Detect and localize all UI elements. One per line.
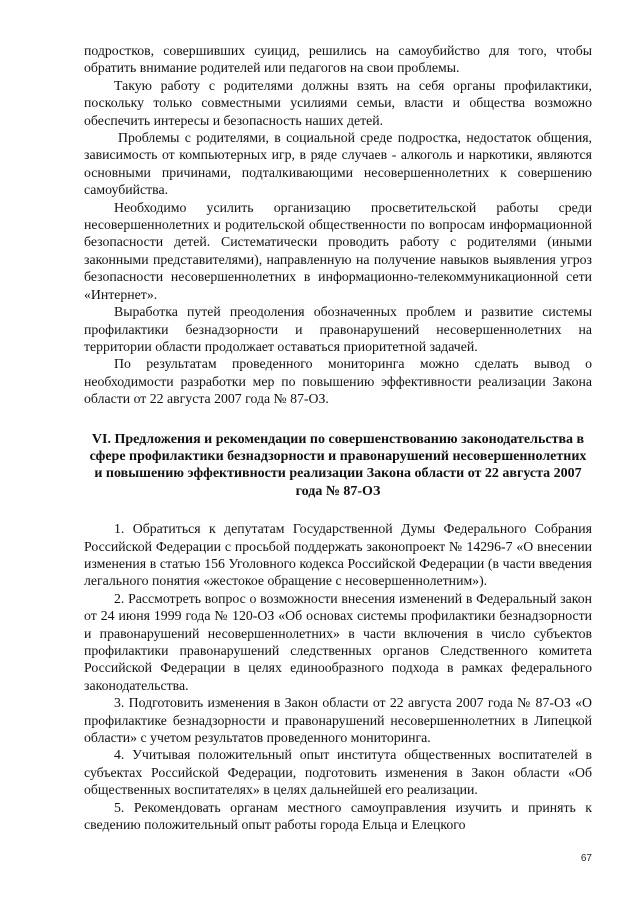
paragraph: По результатам проведенного мониторинга можно сделать вывод о необходимости разработки мер по повышению эффективности реализации Закона области от 22 августа 2007 года № 87-ОЗ. (84, 356, 592, 407)
paragraph: Необходимо усилить организацию просветительской работы среди несовершеннолетних и родительской общественности по вопросам информационной безопасности детей. Систематически проводить работу с родителями (иными законными представителями), направленную на получение навыков выявления угроз безопасности несовершеннолетних в информационно-телекоммуникационной сети «Интернет». (84, 199, 592, 302)
paragraph: Проблемы с родителями, в социальной среде подростка, недостаток общения, зависимость от компьютерных игр, в ряде случаев - алкоголь и наркотики, являются основными причинами, подталкивающими несовершеннолетних к совершению самоубийства. (84, 130, 592, 198)
recommendation-item: 2. Рассмотреть вопрос о возможности внесения изменений в Федеральный закон от 24 июня 1999 года № 120-ОЗ «Об основах системы профилактики безнадзорности и правонарушений несовершеннолетних» в части включения в число субъектов профилактики правонарушений следственных органов Следственного комитета Российской Федерации в целях единообразного подхода в рамках федерального законодательства. (84, 590, 592, 693)
page-body (84, 42, 592, 833)
recommendation-item: 4. Учитывая положительный опыт института общественных воспитателей в субъектах Российской Федерации, подготовить изменения в Закон области «Об общественных воспитателях» в целях дальнейшей его реализации. (84, 747, 592, 798)
page-number: 67 (580, 853, 592, 864)
recommendation-item: 5. Рекомендовать органам местного самоуправления изучить и принять к сведению положительный опыт работы города Ельца и Елецкого (84, 799, 592, 833)
paragraph: подростков, совершивших суицид, решились на самоубийство для того, чтобы обратить внимание родителей или педагогов на свои проблемы. (84, 43, 592, 76)
section-heading: VI. Предложения и рекомендации по совершенствованию законодательства в сфере профилактики безнадзорности и правонарушений несовершеннолетних и повышению эффективности реализации Закона области от 22 августа 2007 года № 87-ОЗ (89, 431, 587, 499)
paragraph: Выработка путей преодоления обозначенных проблем и развитие системы профилактики безнадзорности и правонарушений несовершеннолетних на территории области продолжает оставаться приоритетной задачей. (84, 304, 592, 354)
recommendation-item: 1. Обратиться к депутатам Государственной Думы Федерального Собрания Российской Федерации с просьбой поддержать законопроект № 14296-7 «О внесении изменения в статью 156 Уголовного кодекса Российской Федерации (в части введения легального понятия «жестокое обращение с несовершеннолетним»). (84, 521, 592, 589)
paragraph: Такую работу с родителями должны взять на себя органы профилактики, поскольку только совместными усилиями семьи, власти и общества возможно обеспечить интересы и безопасность наших детей. (84, 77, 592, 128)
recommendation-item: 3. Подготовить изменения в Закон области от 22 августа 2007 года № 87-ОЗ «О профилактике безнадзорности и правонарушений несовершеннолетних в Липецкой области» с учетом результатов проведенного мониторинга. (84, 695, 592, 746)
